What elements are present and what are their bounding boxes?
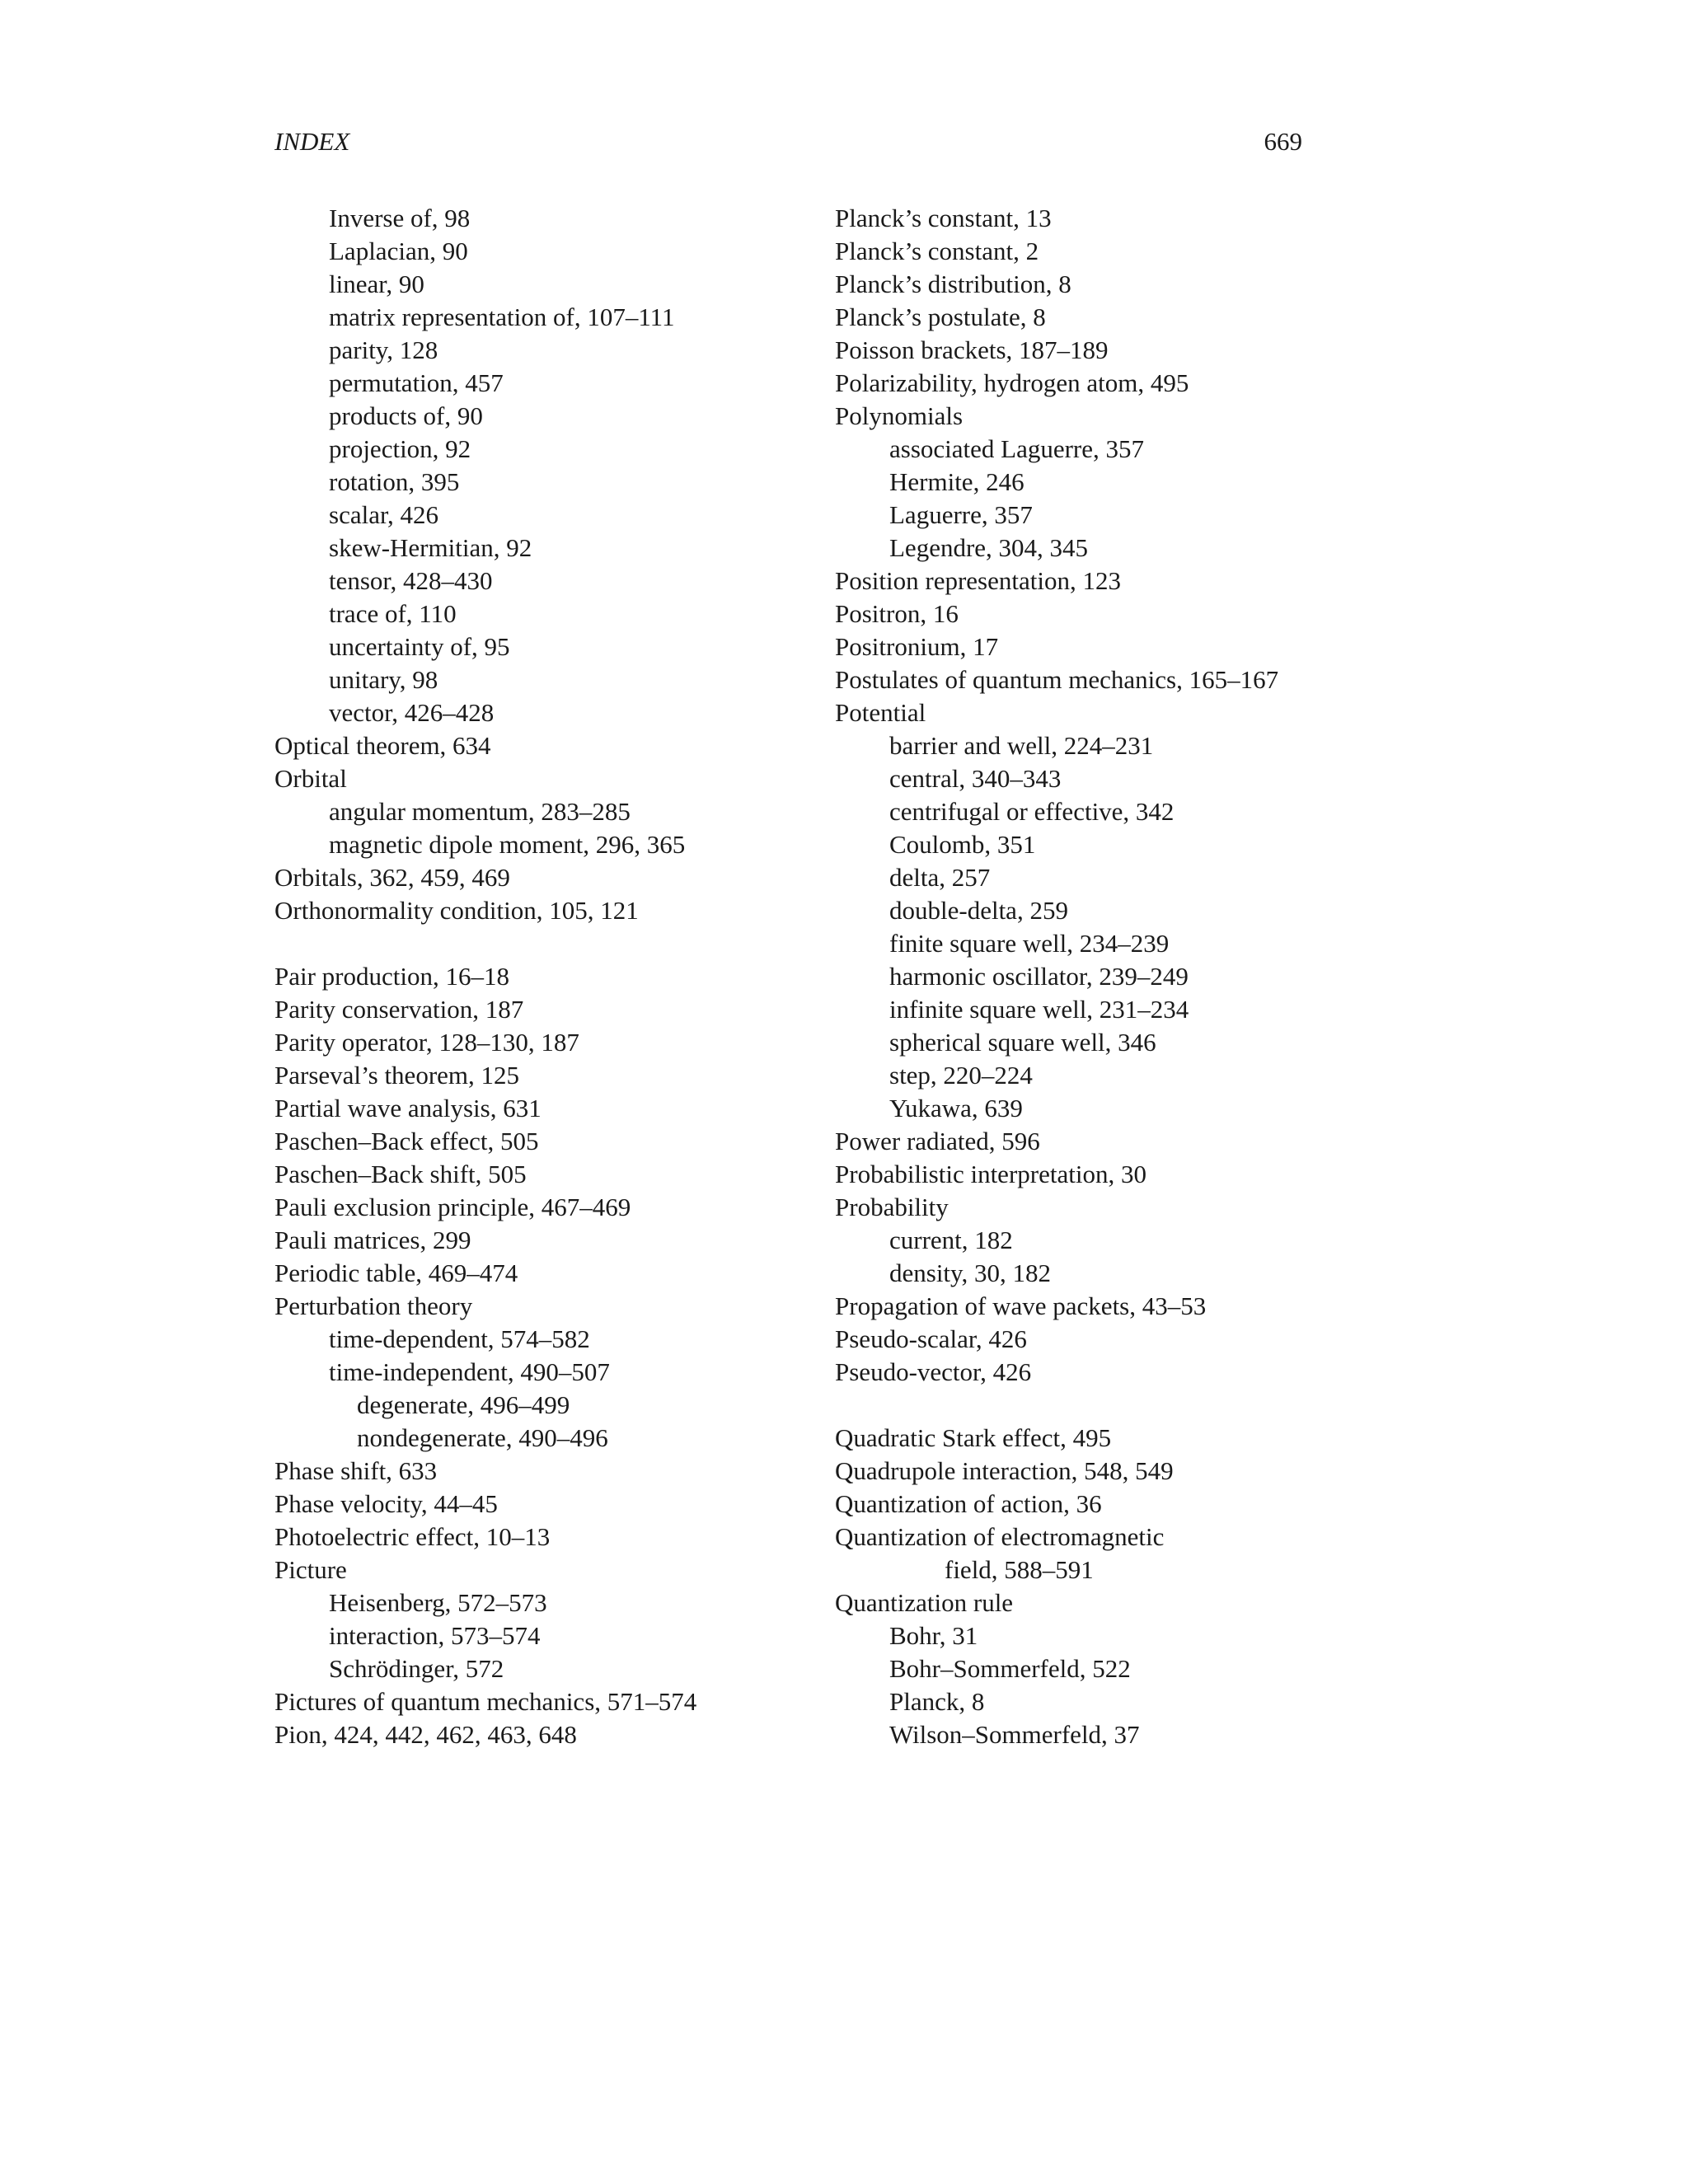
index-entry: Probability	[835, 1193, 949, 1221]
index-entry: Quantization of electromagnetic	[835, 1522, 1165, 1551]
index-entry: Position representation, 123	[835, 566, 1121, 595]
index-entry: Periodic table, 469–474	[274, 1258, 518, 1287]
index-subentry: spherical square well, 346	[889, 1028, 1156, 1057]
index-entry: Pauli matrices, 299	[274, 1226, 471, 1254]
index-subentry: interaction, 573–574	[329, 1621, 541, 1650]
index-subentry: centrifugal or effective, 342	[889, 797, 1175, 826]
index-entry: Partial wave analysis, 631	[274, 1094, 542, 1122]
index-subentry: uncertainty of, 95	[329, 632, 510, 661]
index-entry-continuation: field, 588–591	[945, 1555, 1094, 1584]
index-entry: Orthonormality condition, 105, 121	[274, 896, 639, 925]
index-subentry: central, 340–343	[889, 764, 1062, 793]
index-entry: Pictures of quantum mechanics, 571–574	[274, 1687, 697, 1716]
index-subentry: delta, 257	[889, 863, 991, 892]
index-subentry: density, 30, 182	[889, 1258, 1052, 1287]
index-subentry: scalar, 426	[329, 500, 439, 529]
index-entry: Pion, 424, 442, 462, 463, 648	[274, 1720, 577, 1749]
index-subentry: Yukawa, 639	[889, 1094, 1023, 1122]
index-entry: Probabilistic interpretation, 30	[835, 1160, 1146, 1188]
index-subentry: rotation, 395	[329, 467, 460, 496]
index-entry: Orbital	[274, 764, 347, 793]
index-entry: Quantization rule	[835, 1588, 1014, 1617]
index-subentry: Legendre, 304, 345	[889, 533, 1089, 562]
index-entry: Planck’s distribution, 8	[835, 269, 1071, 298]
index-subentry: angular momentum, 283–285	[329, 797, 631, 826]
index-entry: Perturbation theory	[274, 1291, 473, 1320]
page-number: 669	[1264, 127, 1302, 156]
index-entry: Picture	[274, 1555, 347, 1584]
index-subentry: magnetic dipole moment, 296, 365	[329, 830, 686, 859]
index-entry: Power radiated, 596	[835, 1127, 1040, 1155]
index-entry: Polynomials	[835, 401, 964, 430]
index-entry: Paschen–Back shift, 505	[274, 1160, 527, 1188]
index-entry: Quadratic Stark effect, 495	[835, 1423, 1112, 1452]
running-head: INDEX	[274, 127, 350, 156]
index-subentry: infinite square well, 231–234	[889, 995, 1189, 1024]
index-subentry: double-delta, 259	[889, 896, 1068, 925]
index-subentry: linear, 90	[329, 269, 424, 298]
index-entry: Pseudo-scalar, 426	[835, 1324, 1027, 1353]
index-subentry: time-dependent, 574–582	[329, 1324, 590, 1353]
index-entry: Phase velocity, 44–45	[274, 1489, 498, 1518]
index-subentry: Bohr, 31	[889, 1621, 978, 1650]
index-entry: Quadrupole interaction, 548, 549	[835, 1456, 1174, 1485]
index-subentry: tensor, 428–430	[329, 566, 493, 595]
index-subentry: trace of, 110	[329, 599, 457, 628]
index-subentry: permutation, 457	[329, 368, 504, 397]
index-entry: Planck’s constant, 2	[835, 237, 1039, 265]
index-subentry: Planck, 8	[889, 1687, 985, 1716]
index-entry: Pauli exclusion principle, 467–469	[274, 1193, 631, 1221]
index-entry: Parity operator, 128–130, 187	[274, 1028, 579, 1057]
index-entry: Parseval’s theorem, 125	[274, 1061, 520, 1090]
index-entry: Postulates of quantum mechanics, 165–167	[835, 665, 1279, 694]
index-subentry: parity, 128	[329, 335, 438, 364]
index-entry: Optical theorem, 634	[274, 731, 491, 760]
index-subentry: step, 220–224	[889, 1061, 1033, 1090]
index-subentry: Laguerre, 357	[889, 500, 1033, 529]
index-subentry: Inverse of, 98	[329, 204, 471, 232]
index-entry: Planck’s constant, 13	[835, 204, 1052, 232]
index-entry: Quantization of action, 36	[835, 1489, 1102, 1518]
index-column-right	[835, 202, 1346, 1751]
index-entry: Positron, 16	[835, 599, 959, 628]
index-entry: Poisson brackets, 187–189	[835, 335, 1109, 364]
index-subentry: time-independent, 490–507	[329, 1357, 610, 1386]
index-subentry: Hermite, 246	[889, 467, 1025, 496]
index-entry: Orbitals, 362, 459, 469	[274, 863, 510, 892]
index-column-left	[274, 202, 785, 1751]
index-subentry: vector, 426–428	[329, 698, 495, 727]
index-subentry: matrix representation of, 107–111	[329, 302, 675, 331]
index-subentry: harmonic oscillator, 239–249	[889, 962, 1189, 991]
index-entry: Photoelectric effect, 10–13	[274, 1522, 551, 1551]
index-subentry: products of, 90	[329, 401, 483, 430]
section-gap	[835, 1389, 1346, 1422]
index-entry: Planck’s postulate, 8	[835, 302, 1046, 331]
index-entry: Pseudo-vector, 426	[835, 1357, 1032, 1386]
index-subentry: Schrödinger, 572	[329, 1654, 504, 1683]
index-subentry: nondegenerate, 490–496	[357, 1423, 608, 1452]
index-subentry: associated Laguerre, 357	[889, 434, 1145, 463]
index-subentry: finite square well, 234–239	[889, 929, 1170, 958]
index-entry: Phase shift, 633	[274, 1456, 438, 1485]
index-entry: Pair production, 16–18	[274, 962, 509, 991]
index-entry: Potential	[835, 698, 926, 727]
index-entry: Polarizability, hydrogen atom, 495	[835, 368, 1189, 397]
index-subentry: Wilson–Sommerfeld, 37	[889, 1720, 1140, 1749]
index-subentry: Bohr–Sommerfeld, 522	[889, 1654, 1131, 1683]
index-subentry: skew-Hermitian, 92	[329, 533, 532, 562]
index-subentry: barrier and well, 224–231	[889, 731, 1154, 760]
index-entry: Paschen–Back effect, 505	[274, 1127, 539, 1155]
index-entry: Propagation of wave packets, 43–53	[835, 1291, 1207, 1320]
index-subentry: unitary, 98	[329, 665, 438, 694]
index-subentry: current, 182	[889, 1226, 1013, 1254]
index-subentry: Heisenberg, 572–573	[329, 1588, 547, 1617]
index-subentry: degenerate, 496–499	[357, 1390, 570, 1419]
index-subentry: Coulomb, 351	[889, 830, 1036, 859]
index-subentry: projection, 92	[329, 434, 471, 463]
index-entry: Positronium, 17	[835, 632, 999, 661]
index-subentry: Laplacian, 90	[329, 237, 468, 265]
index-entry: Parity conservation, 187	[274, 995, 524, 1024]
section-gap	[274, 927, 785, 960]
